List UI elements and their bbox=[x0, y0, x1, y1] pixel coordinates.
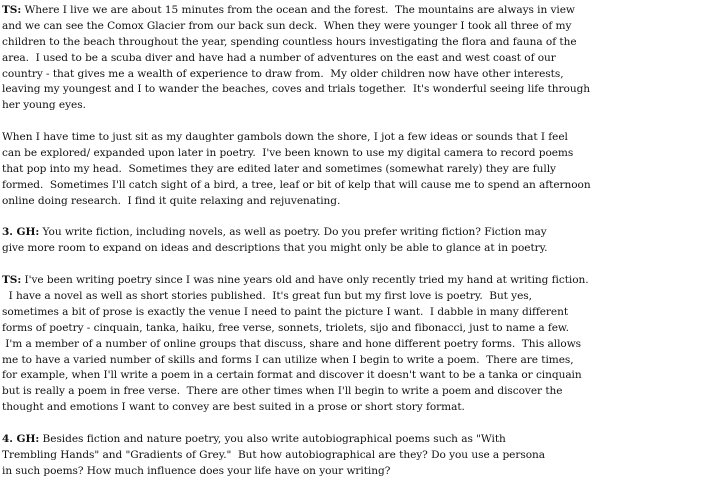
text-line: can be explored/ expanded upon later in poetry. I've been known to use my digital camera to record poems bbox=[2, 147, 574, 160]
paragraph-gap bbox=[2, 416, 726, 432]
paragraph-gh-question-3 bbox=[2, 225, 726, 257]
text-line: TS: Where I live we are about 15 minutes from the ocean and the forest. The mountains are always in view bbox=[2, 4, 575, 16]
text-line: me to have a varied number of skills and forms I can utilize when I begin to write a poem. There are times, bbox=[2, 353, 574, 366]
text-line: in such poems? How much influence does your life have on your writing? bbox=[2, 464, 391, 477]
paragraph-ts-answer-3 bbox=[2, 273, 726, 416]
paragraph-gap bbox=[2, 257, 726, 273]
text-line: thought and emotions I want to convey are best suited in a prose or short story format. bbox=[2, 401, 465, 414]
text-line: I'm a member of a number of online groups that discuss, share and hone different poetry forms. This allows bbox=[2, 337, 582, 350]
text-line: children to the beach throughout the year, spending countless hours investigating the flora and fauna of the bbox=[2, 35, 577, 48]
text-line: and we can see the Comox Glacier from our back sun deck. When they were younger I took all three of my bbox=[2, 19, 572, 32]
text-line: area. I used to be a scuba diver and have had a number of adventures on the east and west coast of our bbox=[2, 51, 556, 64]
paragraph-gh-question-4 bbox=[2, 432, 726, 480]
text-line: give more room to expand on ideas and descriptions that you might only be able to glance at in poetry. bbox=[2, 242, 548, 255]
text-line: for example, when I'll write a poem in a certain format and discover it doesn't want to be a tanka or cinquain bbox=[2, 369, 582, 382]
question-label: 3. GH: bbox=[2, 226, 40, 239]
text-line: her young eyes. bbox=[2, 99, 86, 112]
text-line: 3. GH: You write fiction, including novels, as well as poetry. Do you prefer writing fiction? Fiction may bbox=[2, 226, 547, 239]
text-line: that pop into my head. Sometimes they are edited later and sometimes (somewhat rarely) they are fully bbox=[2, 162, 556, 175]
paragraph-gap bbox=[2, 114, 726, 130]
speaker-label: TS: bbox=[2, 274, 22, 287]
text-line: TS: I've been writing poetry since I was nine years old and have only recently tried my hand at writing fiction. bbox=[2, 274, 589, 287]
text-line: 4. GH: Besides fiction and nature poetry, you also write autobiographical poems such as "With bbox=[2, 433, 506, 446]
text-line: I have a novel as well as short stories published. It's great fun but my first love is poetry. But yes, bbox=[2, 290, 532, 303]
speaker-label: TS: bbox=[2, 4, 22, 16]
text-line: sometimes a bit of prose is exactly the venue I need to paint the picture I want. I dabble in many different bbox=[2, 305, 569, 318]
text-line: country - that gives me a wealth of experience to draw from. My older children now have other interests, bbox=[2, 67, 564, 80]
text-line: online doing research. I find it quite relaxing and rejuvenating. bbox=[2, 194, 341, 207]
text-line: Trembling Hands" and "Gradients of Grey." But how autobiographical are they? Do you use a persona bbox=[2, 448, 546, 461]
text-line: When I have time to just sit as my daughter gambols down the shore, I jot a few ideas or sounds that I feel bbox=[2, 131, 568, 144]
text-line: but is really a poem in free verse. There are other times when I'll begin to write a poem and discover the bbox=[2, 385, 563, 398]
text-line: leaving my youngest and I to wander the beaches, coves and trials together. It's wonderful seeing life through bbox=[2, 83, 591, 96]
paragraph-ts-answer-1a bbox=[2, 3, 726, 114]
text-line: forms of poetry - cinquain, tanka, haiku, free verse, sonnets, triolets, sijo and fibonacci, just to name a few. bbox=[2, 321, 569, 334]
interview-text bbox=[2, 3, 726, 480]
question-label: 4. GH: bbox=[2, 433, 40, 446]
text-line: formed. Sometimes I'll catch sight of a bird, a tree, leaf or bit of kelp that will cause me to spend an afternoon bbox=[2, 178, 591, 191]
paragraph-gap bbox=[2, 210, 726, 226]
paragraph-ts-answer-1b bbox=[2, 130, 726, 209]
